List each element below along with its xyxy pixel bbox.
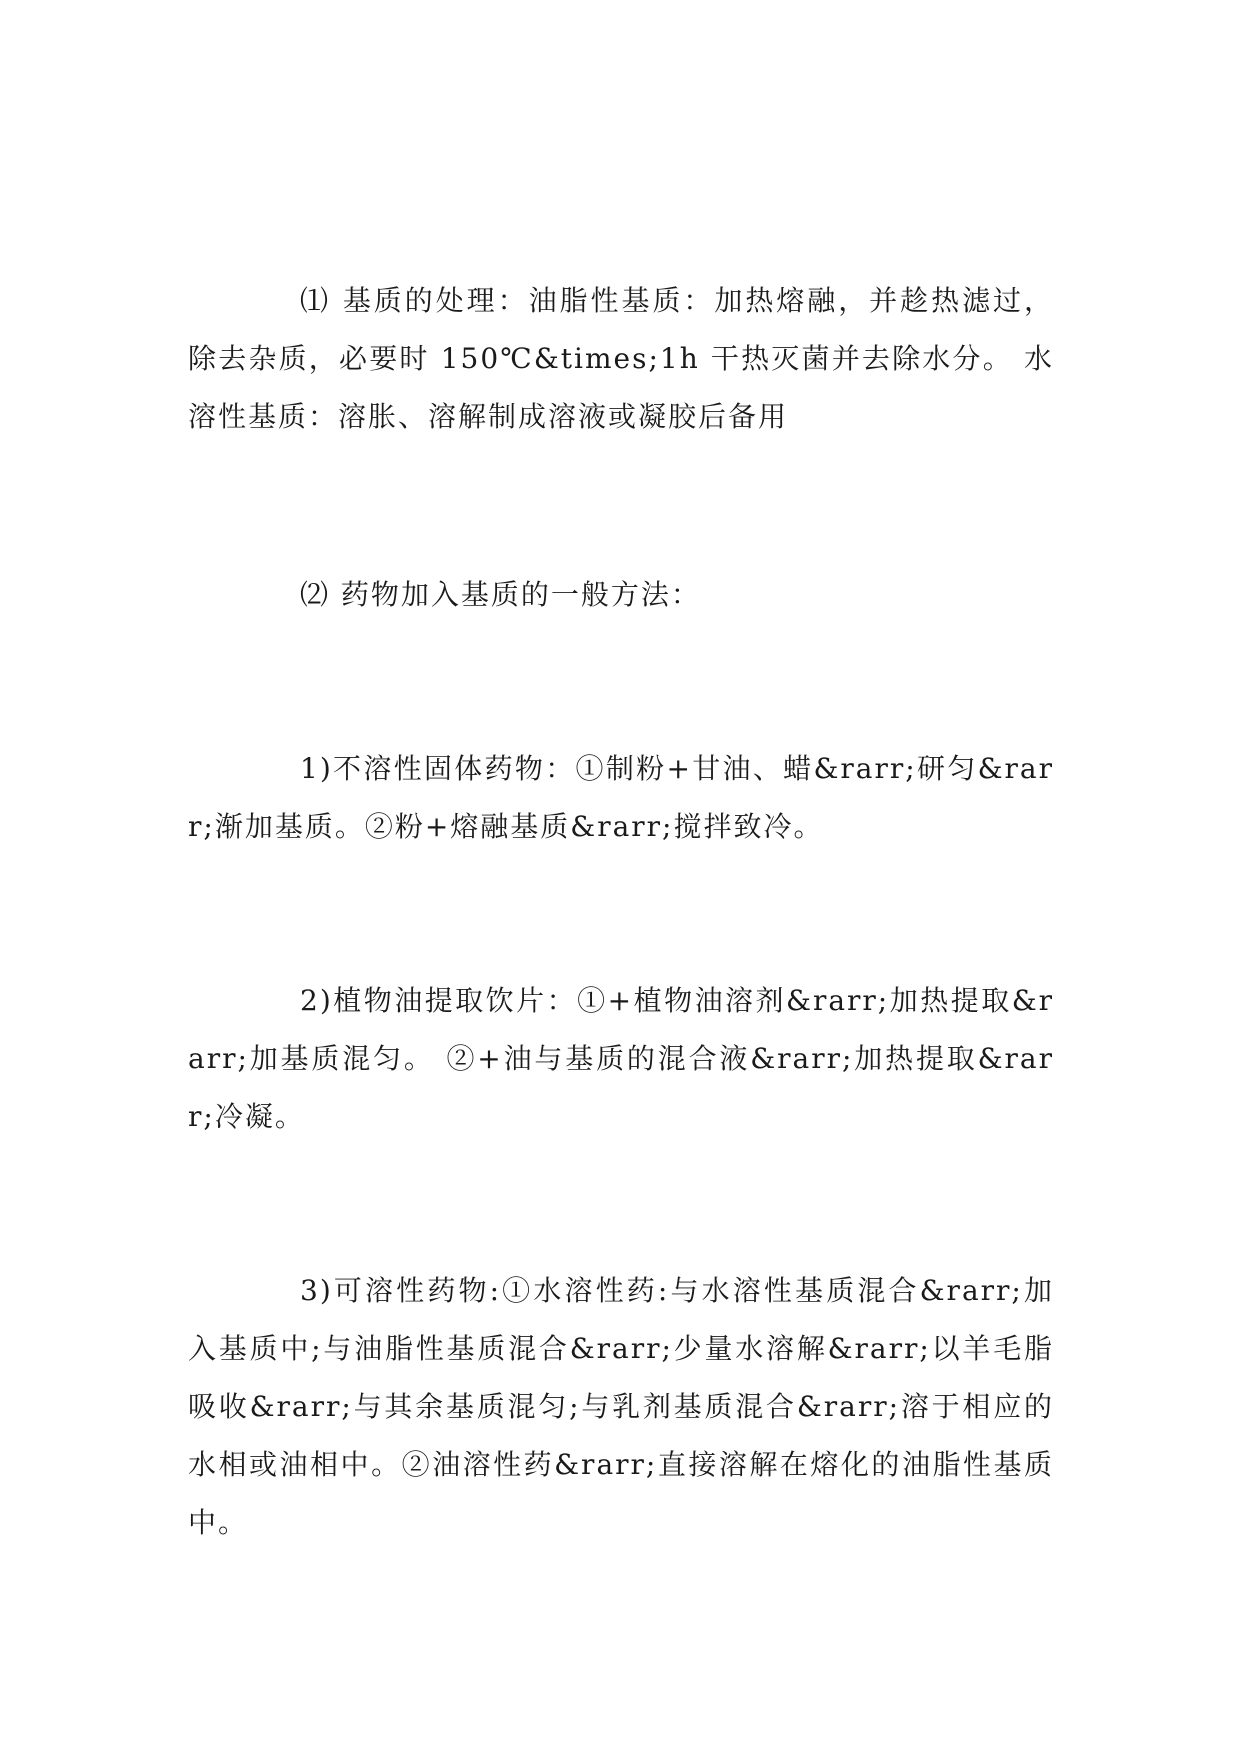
paragraph-drug-incorporation-heading: ⑵ 药物加入基质的一般方法： [300,578,701,611]
paragraph-insoluble-solid-drugs: 1)不溶性固体药物：①制粉+甘油、蜡&rarr;研匀&rarr;渐加基质。②粉+熔融基质&rarr;搅拌致冷。 [188,752,1054,843]
paragraph-base-treatment: ⑴ 基质的处理：油脂性基质：加热熔融，并趁热滤过，除去杂质，必要时 150℃&times;1h 干热灭菌并去除水分。 水溶性基质：溶胀、溶解制成溶液或凝胶后备用 [188,284,1054,433]
paragraph-vegetable-oil-extraction: 2)植物油提取饮片：①+植物油溶剂&rarr;加热提取&rarr;加基质混匀。 ②+油与基质的混合液&rarr;加热提取&rarr;冷凝。 [188,984,1054,1133]
paragraph-soluble-drugs: 3)可溶性药物:①水溶性药:与水溶性基质混合&rarr;加入基质中;与油脂性基质混合&rarr;少量水溶解&rarr;以羊毛脂吸收&rarr;与其余基质混匀;与乳剂基质混合&rarr;溶于相应的水相或油相中。②油溶性药&rarr;直接溶解在熔化的油脂性基质中。 [188,1274,1054,1539]
